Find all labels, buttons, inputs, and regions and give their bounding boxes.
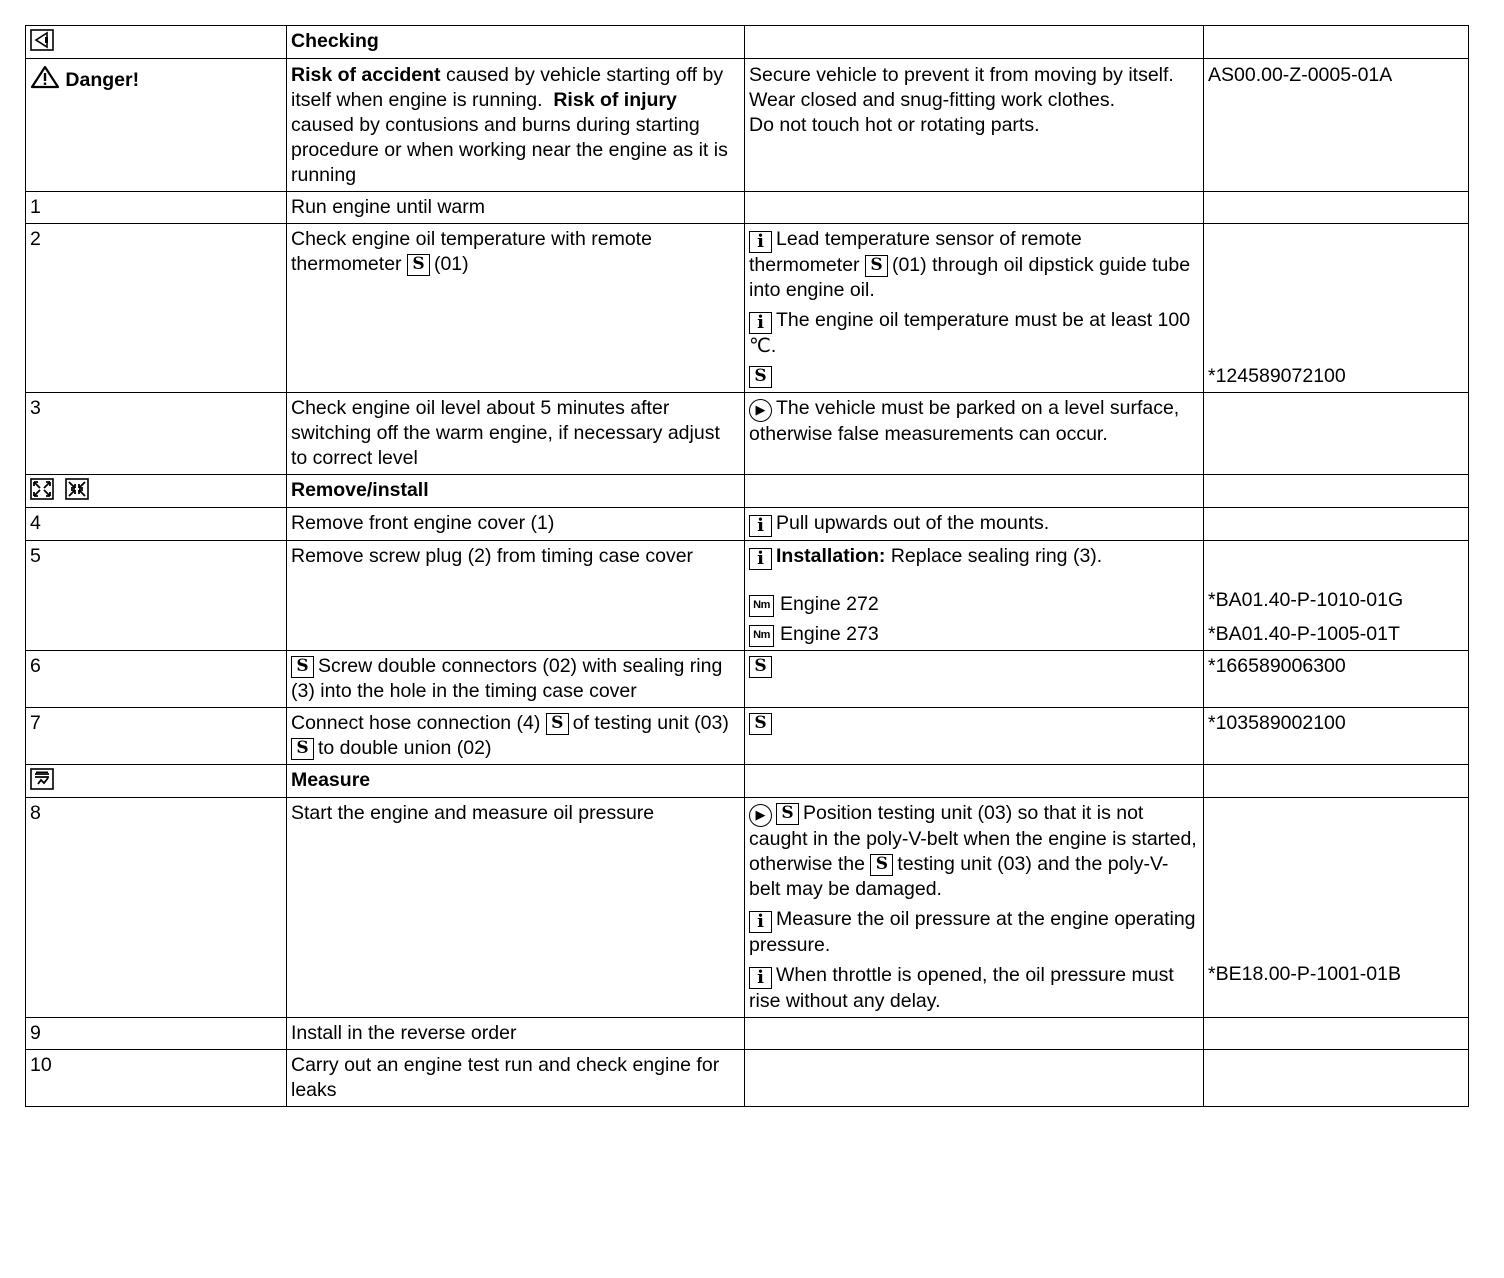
step-text: Install in the reverse order	[287, 1018, 745, 1050]
danger-action: Secure vehicle to prevent it from moving by itself. Wear closed and snug-fitting work clothes. Do not touch hot or rotating parts.	[745, 59, 1204, 192]
procedure-table	[25, 25, 1469, 1107]
remove-icon	[30, 478, 54, 500]
checking-icon	[30, 29, 54, 51]
section-row-checking	[26, 26, 1469, 59]
danger-text: Risk of accident caused by vehicle starting off by itself when engine is running. Risk of injury caused by contusions and burns during starting procedure or when working near the engine as it is running	[287, 59, 745, 192]
info-icon: i	[749, 312, 772, 334]
step-row	[26, 708, 1469, 765]
special-tool-icon: S	[407, 254, 430, 276]
step-row	[26, 1018, 1469, 1050]
step-text: Check engine oil level about 5 minutes after switching off the warm engine, if necessary adjust to correct level	[287, 393, 745, 475]
step-ref: *124589072100	[1208, 365, 1346, 387]
special-tool-icon: S	[870, 854, 893, 876]
step-text: S Screw double connectors (02) with sealing ring (3) into the hole in the timing case cover	[287, 651, 745, 708]
step-number: 1	[26, 192, 287, 224]
step-text: Check engine oil temperature with remote thermometer S (01)	[287, 224, 745, 393]
info-icon: i	[749, 548, 772, 570]
torque-icon: Nm	[749, 625, 774, 647]
section-title-remove-install: Remove/install	[287, 475, 745, 508]
section-title-measure: Measure	[287, 765, 745, 798]
step-row	[26, 393, 1469, 475]
step-ref: *166589006300	[1204, 651, 1469, 708]
step-row	[26, 1050, 1469, 1107]
step-row	[26, 224, 1469, 393]
step-ref: *103589002100	[1204, 708, 1469, 765]
step-text: Remove screw plug (2) from timing case cover	[287, 541, 745, 651]
note-icon: ▶	[749, 804, 772, 827]
section-title-checking: Checking	[287, 26, 745, 59]
step-notes: i Pull upwards out of the mounts.	[745, 508, 1204, 541]
special-tool-icon: S	[749, 366, 772, 388]
step-number: 10	[26, 1050, 287, 1107]
special-tool-icon: S	[291, 738, 314, 760]
step-notes: i Lead temperature sensor of remote thermometer S (01) through oil dipstick guide tube into engine oil. i The engine oil temperature must be at least 100 ℃. S	[745, 224, 1204, 393]
step-number: 6	[26, 651, 287, 708]
special-tool-icon: S	[546, 713, 569, 735]
special-tool-icon: S	[865, 255, 888, 277]
step-row	[26, 541, 1469, 651]
step-row	[26, 508, 1469, 541]
step-notes: ▶ S Position testing unit (03) so that it is not caught in the poly-V-belt when the engine is started, otherwise the S testing unit (03) and the poly-V-belt may be damaged. i Measure the oil pressure at the engine operating pressure. i When throttle is opened, the oil pressure must rise without any delay.	[745, 798, 1204, 1018]
special-tool-icon: S	[291, 656, 314, 678]
step-row	[26, 651, 1469, 708]
info-icon: i	[749, 911, 772, 933]
special-tool-icon: S	[749, 713, 772, 735]
info-icon: i	[749, 515, 772, 537]
step-text: Connect hose connection (4) S of testing unit (03) S to double union (02)	[287, 708, 745, 765]
step-ref: *BA01.40-P-1010-01G	[1208, 589, 1404, 611]
info-icon: i	[749, 967, 772, 989]
note-icon: ▶	[749, 399, 772, 422]
section-row-remove-install	[26, 475, 1469, 508]
measure-icon	[30, 768, 54, 790]
special-tool-icon: S	[776, 803, 799, 825]
danger-ref: AS00.00-Z-0005-01A	[1204, 59, 1469, 192]
danger-label: Danger!	[65, 69, 140, 91]
special-tool-icon: S	[749, 656, 772, 678]
torque-icon: Nm	[749, 595, 774, 617]
step-number: 3	[26, 393, 287, 475]
info-icon: i	[749, 231, 772, 253]
step-notes: ▶ The vehicle must be parked on a level surface, otherwise false measurements can occur.	[745, 393, 1204, 475]
danger-row	[26, 59, 1469, 192]
step-ref: *BA01.40-P-1005-01T	[1208, 623, 1400, 645]
step-ref: *BE18.00-P-1001-01B	[1208, 963, 1401, 985]
step-notes: i Installation: Replace sealing ring (3). Nm Engine 272 Nm Engine 273	[745, 541, 1204, 651]
section-row-measure	[26, 765, 1469, 798]
step-number: 7	[26, 708, 287, 765]
step-text: Run engine until warm	[287, 192, 745, 224]
step-row	[26, 192, 1469, 224]
warning-triangle-icon	[30, 65, 60, 89]
step-text: Carry out an engine test run and check engine for leaks	[287, 1050, 745, 1107]
step-number: 5	[26, 541, 287, 651]
install-icon	[65, 478, 89, 500]
step-number: 2	[26, 224, 287, 393]
step-number: 8	[26, 798, 287, 1018]
step-text: Remove front engine cover (1)	[287, 508, 745, 541]
step-text: Start the engine and measure oil pressure	[287, 798, 745, 1018]
step-row	[26, 798, 1469, 1018]
step-number: 9	[26, 1018, 287, 1050]
step-number: 4	[26, 508, 287, 541]
